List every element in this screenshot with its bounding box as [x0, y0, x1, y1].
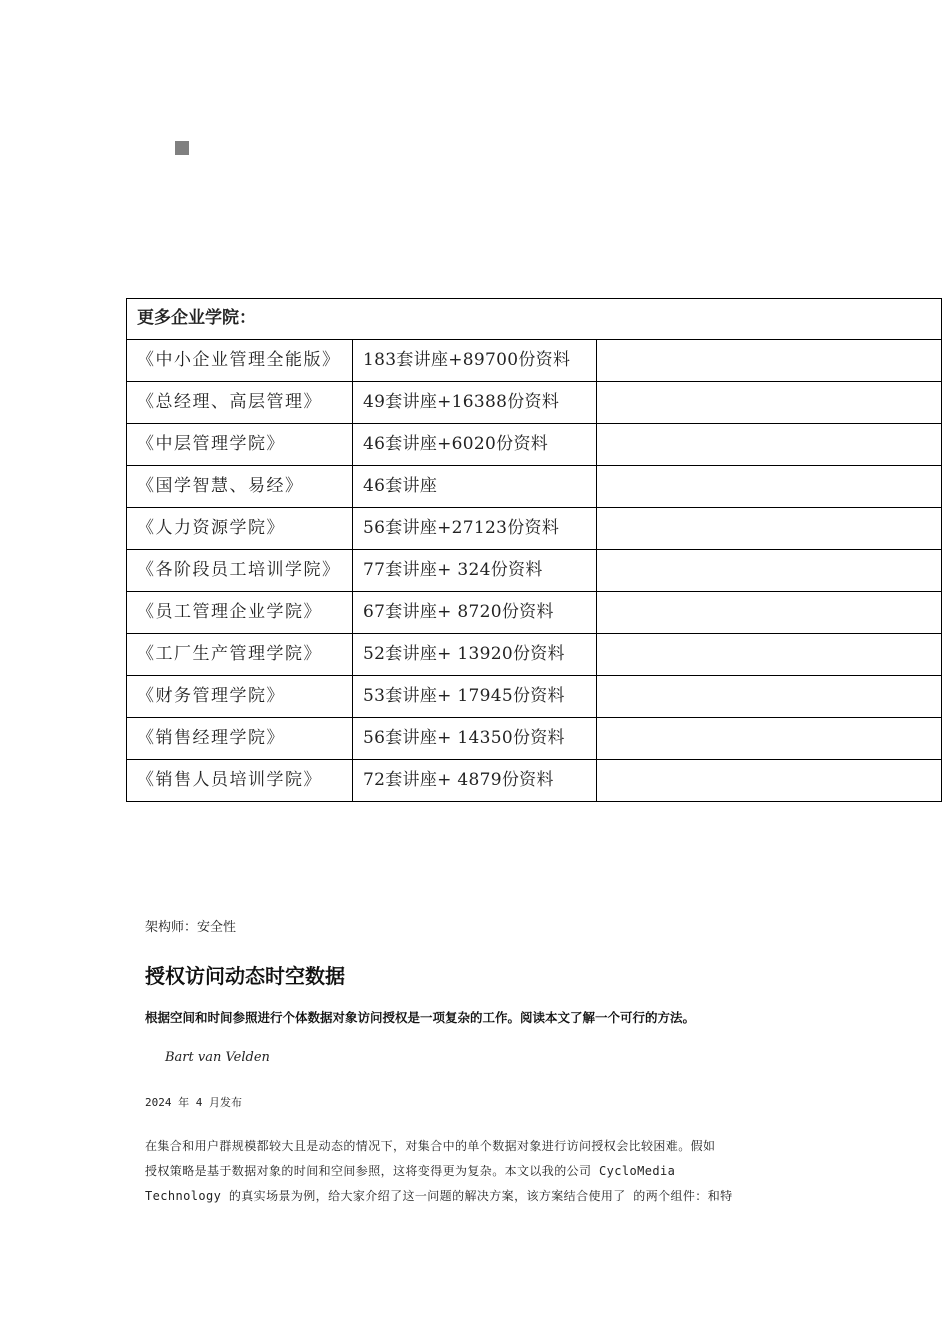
course-table [126, 298, 942, 802]
course-note-cell [597, 466, 942, 508]
table-row [127, 340, 942, 382]
table-row [127, 718, 942, 760]
course-count-cell: 67套讲座+ 8720份资料 [353, 592, 597, 634]
table-row [127, 634, 942, 676]
body-line: 授权策略是基于数据对象的时间和空间参照，这将变得更为复杂。本文以我的公司 CycloMedia [145, 1164, 676, 1178]
course-name-cell: 《国学智慧、易经》 [127, 466, 353, 508]
article-category: 架构师：安全性 [145, 920, 237, 935]
course-note-cell [597, 718, 942, 760]
course-note-cell [597, 340, 942, 382]
body-line: Technology 的真实场景为例，给大家介绍了这一问题的解决方案，该方案结合使用了 的两个组件：和特 [145, 1189, 733, 1203]
course-count-cell: 49套讲座+16388份资料 [353, 382, 597, 424]
course-count-cell: 183套讲座+89700份资料 [353, 340, 597, 382]
table-row [127, 550, 942, 592]
course-name-cell: 《总经理、高层管理》 [127, 382, 353, 424]
table-row [127, 466, 942, 508]
course-name-cell: 《人力资源学院》 [127, 508, 353, 550]
article-author: Bart van Velden [165, 1050, 270, 1065]
course-count-cell: 46套讲座 [353, 466, 597, 508]
course-note-cell [597, 760, 942, 802]
table-row [127, 676, 942, 718]
course-note-cell [597, 382, 942, 424]
course-name-cell: 《中小企业管理全能版》 [127, 340, 353, 382]
course-name-cell: 《各阶段员工培训学院》 [127, 550, 353, 592]
course-name-cell: 《财务管理学院》 [127, 676, 353, 718]
course-note-cell [597, 424, 942, 466]
article-title: 授权访问动态时空数据 [145, 964, 345, 988]
course-name-cell: 《员工管理企业学院》 [127, 592, 353, 634]
table-heading-row [127, 299, 942, 340]
body-line: 在集合和用户群规模都较大且是动态的情况下，对集合中的单个数据对象进行访问授权会比较困难。假如 [145, 1139, 716, 1153]
table-row [127, 424, 942, 466]
course-note-cell [597, 592, 942, 634]
course-name-cell: 《销售人员培训学院》 [127, 760, 353, 802]
course-name-cell: 《中层管理学院》 [127, 424, 353, 466]
course-count-cell: 77套讲座+ 324份资料 [353, 550, 597, 592]
article-summary: 根据空间和时间参照进行个体数据对象访问授权是一项复杂的工作。阅读本文了解一个可行的方法。 [145, 1010, 696, 1025]
table-row [127, 760, 942, 802]
course-note-cell [597, 550, 942, 592]
table-row [127, 382, 942, 424]
course-note-cell [597, 634, 942, 676]
course-name-cell: 《销售经理学院》 [127, 718, 353, 760]
article-body [145, 1134, 810, 1209]
course-count-cell: 56套讲座+27123份资料 [353, 508, 597, 550]
course-count-cell: 56套讲座+ 14350份资料 [353, 718, 597, 760]
table-row [127, 508, 942, 550]
course-count-cell: 46套讲座+6020份资料 [353, 424, 597, 466]
square-bullet-icon [175, 141, 189, 155]
table-heading: 更多企业学院： [127, 299, 942, 340]
course-note-cell [597, 508, 942, 550]
course-name-cell: 《工厂生产管理学院》 [127, 634, 353, 676]
table-row [127, 592, 942, 634]
article-date: 2024 年 4 月发布 [145, 1096, 242, 1109]
course-count-cell: 72套讲座+ 4879份资料 [353, 760, 597, 802]
course-note-cell [597, 676, 942, 718]
course-count-cell: 53套讲座+ 17945份资料 [353, 676, 597, 718]
course-count-cell: 52套讲座+ 13920份资料 [353, 634, 597, 676]
